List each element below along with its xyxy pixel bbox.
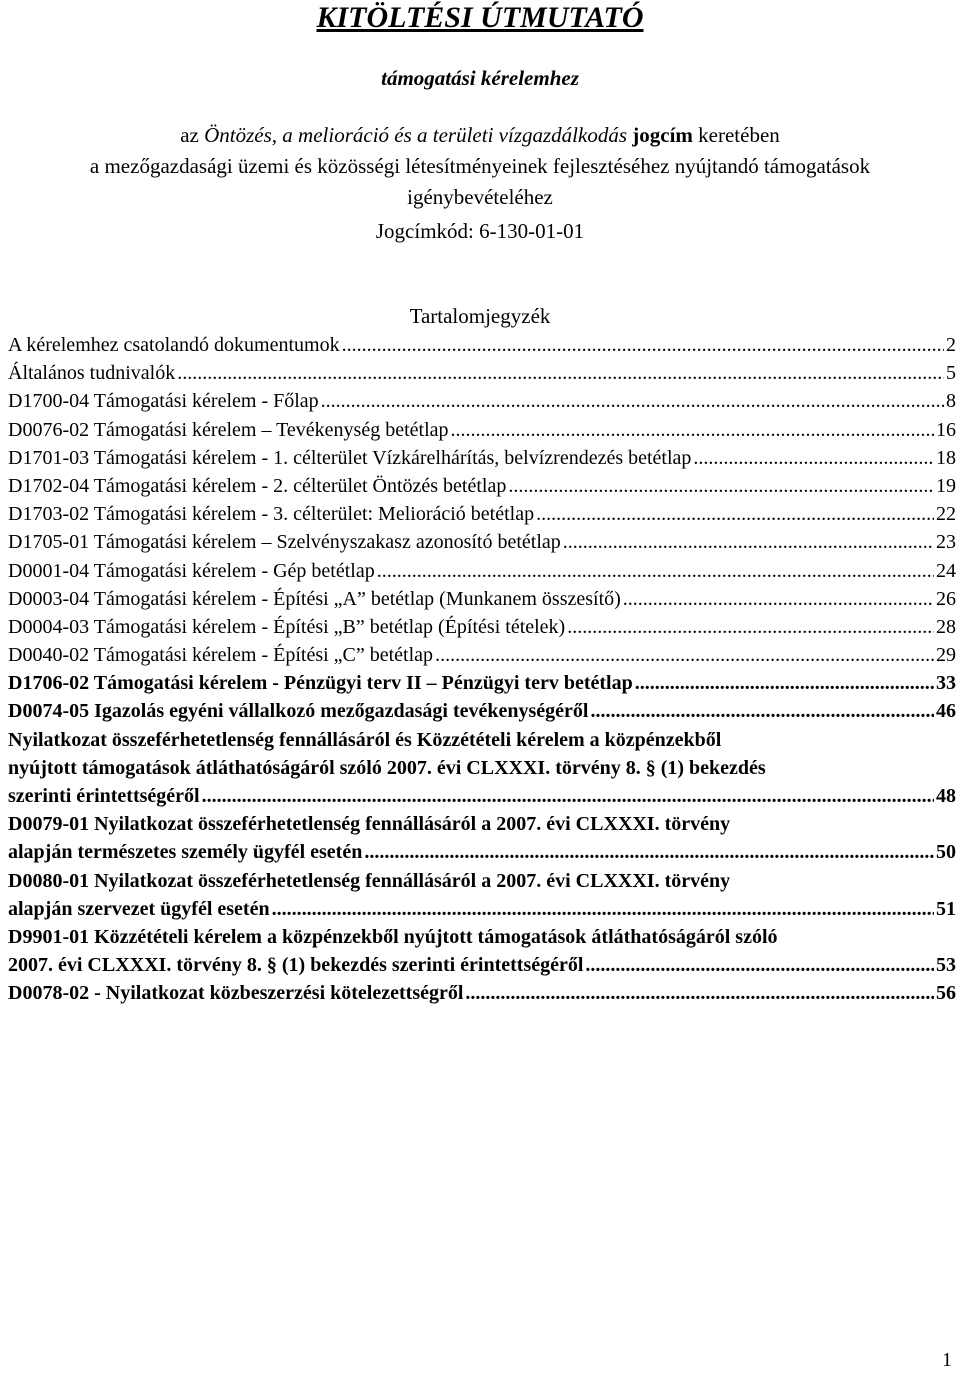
toc-entry[interactable] xyxy=(8,444,956,472)
toc-leader-dots xyxy=(563,528,934,556)
toc-entry[interactable] xyxy=(8,557,956,585)
toc-entry-text: D9901-01 Közzétételi kérelem a közpénzekből nyújtott támogatások átláthatóságáról szóló xyxy=(8,925,778,948)
document-title: KITÖLTÉSI ÚTMUTATÓ xyxy=(316,1,644,34)
toc-entry[interactable] xyxy=(8,387,956,415)
toc-leader-dots xyxy=(272,895,934,923)
toc-leader-dots xyxy=(567,613,934,641)
toc-page-number: 2 xyxy=(946,334,956,356)
intro-line-1-suffix: keretében xyxy=(692,123,780,147)
toc-page-number: 5 xyxy=(946,362,956,385)
toc-entry-last-line xyxy=(8,951,956,979)
toc-entry[interactable] xyxy=(8,641,956,669)
toc-leader-dots xyxy=(435,641,934,669)
toc-entry-last-line xyxy=(8,979,956,1007)
toc-entry[interactable] xyxy=(8,810,956,866)
toc-leader-dots xyxy=(364,838,934,866)
toc-leader-dots xyxy=(177,359,944,387)
toc-entry[interactable] xyxy=(8,500,956,528)
toc-entry-last-line xyxy=(8,444,956,472)
toc-entry-text: D0003-04 Támogatási kérelem - Építési „A” betétlap (Munkanem összesítő) xyxy=(8,587,621,610)
intro-line-1-italic: Öntözés, a melioráció és a területi vízgazdálkodás xyxy=(204,123,627,147)
toc-entry[interactable] xyxy=(8,923,956,979)
intro-text xyxy=(0,120,960,213)
toc-entry[interactable] xyxy=(8,359,956,387)
toc-entry-last-line xyxy=(8,895,956,923)
toc-entry-text: D1700-04 Támogatási kérelem - Főlap xyxy=(8,390,319,413)
toc-page-number: 26 xyxy=(936,587,956,610)
toc-leader-dots xyxy=(635,669,934,697)
toc-page-number: 22 xyxy=(936,503,956,526)
toc-entry-text: Általános tudnivalók xyxy=(8,362,176,385)
toc-page-number: 8 xyxy=(946,390,956,413)
toc-entry-text: alapján természetes személy ügyfél esetén xyxy=(8,841,363,864)
toc-page-number: 16 xyxy=(936,418,956,441)
toc-entry-text: D1703-02 Támogatási kérelem - 3. célterület: Melioráció betétlap xyxy=(8,503,535,526)
toc-entry-last-line xyxy=(8,838,956,866)
toc-entry-last-line xyxy=(8,782,956,810)
toc-entry-last-line xyxy=(8,387,956,415)
toc-leader-dots xyxy=(321,387,944,415)
toc-leader-dots xyxy=(585,951,934,979)
toc-leader-dots xyxy=(451,416,935,444)
toc-entry-text: D0080-01 Nyilatkozat összeférhetetlenség fennállásáról a 2007. évi CLXXXI. törvény xyxy=(8,869,731,892)
intro-line-1-bold: jogcím xyxy=(627,123,693,147)
toc-entry[interactable] xyxy=(8,331,956,359)
toc-entry[interactable] xyxy=(8,669,956,697)
toc-entry-text: szerinti érintettségéről xyxy=(8,785,200,807)
toc-entry-text: D0001-04 Támogatási kérelem - Gép betétlap xyxy=(8,559,375,582)
toc-entry-last-line xyxy=(8,585,956,613)
toc-entry-text: D0078-02 - Nyilatkozat közbeszerzési kötelezettségről xyxy=(8,982,464,1005)
toc-heading: Tartalomjegyzék xyxy=(409,304,551,328)
toc-entry-last-line xyxy=(8,359,956,387)
page-number: 1 xyxy=(942,1349,952,1371)
toc-page-number: 53 xyxy=(936,954,956,977)
table-of-contents xyxy=(8,331,956,1008)
toc-entry-last-line xyxy=(8,528,956,556)
jogcimkod: Jogcímkód: 6-130-01-01 xyxy=(375,219,585,243)
toc-leader-dots xyxy=(623,585,934,613)
toc-entry-last-line xyxy=(8,613,956,641)
toc-entry-last-line xyxy=(8,500,956,528)
toc-entry-text: D0079-01 Nyilatkozat összeférhetetlenség fennállásáról a 2007. évi CLXXXI. törvény xyxy=(8,813,731,836)
toc-entry-text: A kérelemhez csatolandó dokumentumok xyxy=(8,334,340,356)
toc-entry[interactable] xyxy=(8,867,956,923)
toc-entry[interactable] xyxy=(8,528,956,556)
toc-entry-last-line xyxy=(8,472,956,500)
toc-entry-last-line xyxy=(8,641,956,669)
toc-page-number: 28 xyxy=(936,615,956,638)
toc-entry-text: D1702-04 Támogatási kérelem - 2. célterület Öntözés betétlap xyxy=(8,474,507,497)
toc-entry-text: D0074-05 Igazolás egyéni vállalkozó mezőgazdasági tevékenységéről xyxy=(8,700,589,723)
intro-line-3: igénybevételéhez xyxy=(407,185,553,209)
intro-line-1 xyxy=(0,120,960,151)
toc-entry[interactable] xyxy=(8,472,956,500)
toc-leader-dots xyxy=(202,782,934,810)
toc-leader-dots xyxy=(508,472,934,500)
toc-entry-text: D1701-03 Támogatási kérelem - 1. célterület Vízkárelhárítás, belvízrendezés betétlap xyxy=(8,446,692,469)
toc-entry[interactable] xyxy=(8,585,956,613)
toc-page-number: 46 xyxy=(936,700,956,723)
toc-entry[interactable] xyxy=(8,416,956,444)
toc-entry-text: 2007. évi CLXXXI. törvény 8. § (1) bekezdés szerinti érintettségéről xyxy=(8,954,584,977)
toc-entry-text: D0076-02 Támogatási kérelem – Tevékenység betétlap xyxy=(8,418,449,441)
toc-page-number: 29 xyxy=(936,644,956,667)
toc-leader-dots xyxy=(536,500,934,528)
toc-entry[interactable] xyxy=(8,613,956,641)
toc-leader-dots xyxy=(465,979,934,1007)
toc-entry-last-line xyxy=(8,669,956,697)
toc-leader-dots xyxy=(342,331,944,359)
toc-page-number: 48 xyxy=(936,785,956,807)
document-subtitle: támogatási kérelemhez xyxy=(381,66,579,90)
toc-entry-text: D0040-02 Támogatási kérelem - Építési „C” betétlap xyxy=(8,644,434,667)
toc-entry-text: D1705-01 Támogatási kérelem – Szelvényszakasz azonosító betétlap xyxy=(8,531,561,554)
toc-entry-text: nyújtott támogatások átláthatóságáról szóló 2007. évi CLXXXI. törvény 8. § (1) bekezdés xyxy=(8,756,766,779)
toc-leader-dots xyxy=(377,557,934,585)
toc-page-number: 19 xyxy=(936,474,956,497)
toc-page-number: 56 xyxy=(936,982,956,1005)
toc-entry[interactable] xyxy=(8,979,956,1007)
toc-entry-last-line xyxy=(8,416,956,444)
toc-leader-dots xyxy=(590,697,934,725)
toc-entry-text: D1706-02 Támogatási kérelem - Pénzügyi terv II – Pénzügyi terv betétlap xyxy=(8,672,633,695)
toc-entry-last-line xyxy=(8,557,956,585)
toc-page-number: 24 xyxy=(936,559,956,582)
toc-page-number: 51 xyxy=(936,897,956,920)
toc-entry-last-line xyxy=(8,697,956,725)
toc-entry-text: D0004-03 Támogatási kérelem - Építési „B” betétlap (Építési tételek) xyxy=(8,615,566,638)
toc-page-number: 33 xyxy=(936,672,956,695)
toc-entry-text: Nyilatkozat összeférhetetlenség fennállásáról és Közzétételi kérelem a közpénzekből xyxy=(8,728,722,751)
toc-entry[interactable] xyxy=(8,726,956,811)
toc-entry[interactable] xyxy=(8,697,956,725)
toc-entry-text: alapján szervezet ügyfél esetén xyxy=(8,897,270,920)
toc-page-number: 23 xyxy=(936,531,956,554)
intro-line-2: a mezőgazdasági üzemi és közösségi létesítményeinek fejlesztéséhez nyújtandó támogatások xyxy=(89,154,871,178)
toc-page-number: 18 xyxy=(936,446,956,469)
toc-entry-last-line xyxy=(8,331,956,359)
toc-leader-dots xyxy=(693,444,934,472)
toc-page-number: 50 xyxy=(936,841,956,864)
intro-line-1-prefix: az xyxy=(180,123,205,147)
